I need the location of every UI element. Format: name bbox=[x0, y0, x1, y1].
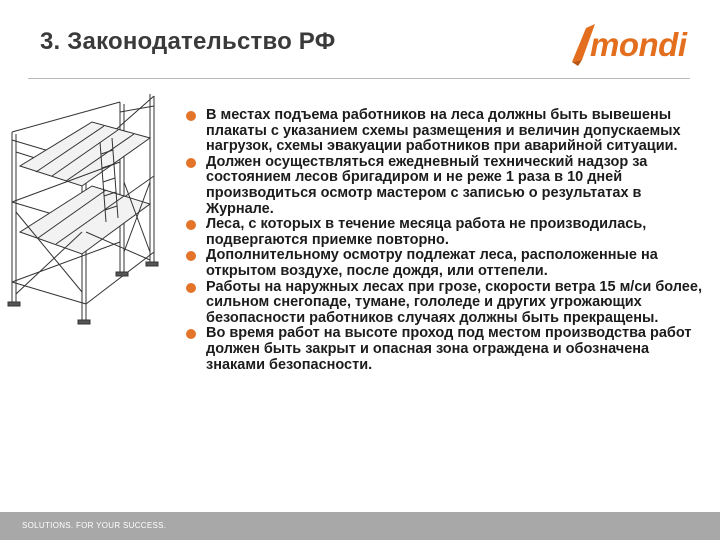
footer-slogan: SOLUTIONS. FOR YOUR SUCCESS. bbox=[22, 521, 167, 530]
list-item: Леса, с которых в течение месяца работа не производилась, подвергаются приемке повторно. bbox=[186, 217, 706, 248]
bullet-dot-icon bbox=[186, 283, 196, 293]
list-item: Дополнительному осмотру подлежат леса, расположенные на открытом воздухе, после дождя, или оттепели. bbox=[186, 248, 706, 279]
footer-bar bbox=[0, 512, 720, 540]
bullet-list bbox=[186, 108, 706, 373]
list-item: Работы на наружных лесах при грозе, скорости ветра 15 м/си более, сильном снегопаде, тумане, гололеде и других угрожающих безопасности работников случаях должны быть прекращены. bbox=[186, 280, 706, 327]
title-divider bbox=[28, 78, 690, 79]
list-item: В местах подъема работников на леса должны быть вывешены плакаты с указанием схемы размещения и величин допускаемых нагрузок, схемы эвакуации работников при аварийной ситуации. bbox=[186, 108, 706, 155]
bullet-dot-icon bbox=[186, 220, 196, 230]
mondi-logo bbox=[568, 20, 692, 70]
slide-title: 3. Законодательство РФ bbox=[40, 28, 336, 55]
list-item: Должен осуществляться ежедневный технический надзор за состоянием лесов бригадиром и не реже 1 раза в 10 дней производиться осмотр мастером с записью о результатах в Журнале. bbox=[186, 155, 706, 217]
bullet-dot-icon bbox=[186, 329, 196, 339]
bullet-dot-icon bbox=[186, 251, 196, 261]
bullet-dot-icon bbox=[186, 158, 196, 168]
mondi-logo-text: mondi bbox=[590, 26, 687, 63]
scaffolding-drawing-icon bbox=[0, 82, 200, 332]
bullet-dot-icon bbox=[186, 111, 196, 121]
list-item: Во время работ на высоте проход под местом производства работ должен быть закрыт и опасная зона ограждена и обозначена знаками безопасности. bbox=[186, 326, 706, 373]
